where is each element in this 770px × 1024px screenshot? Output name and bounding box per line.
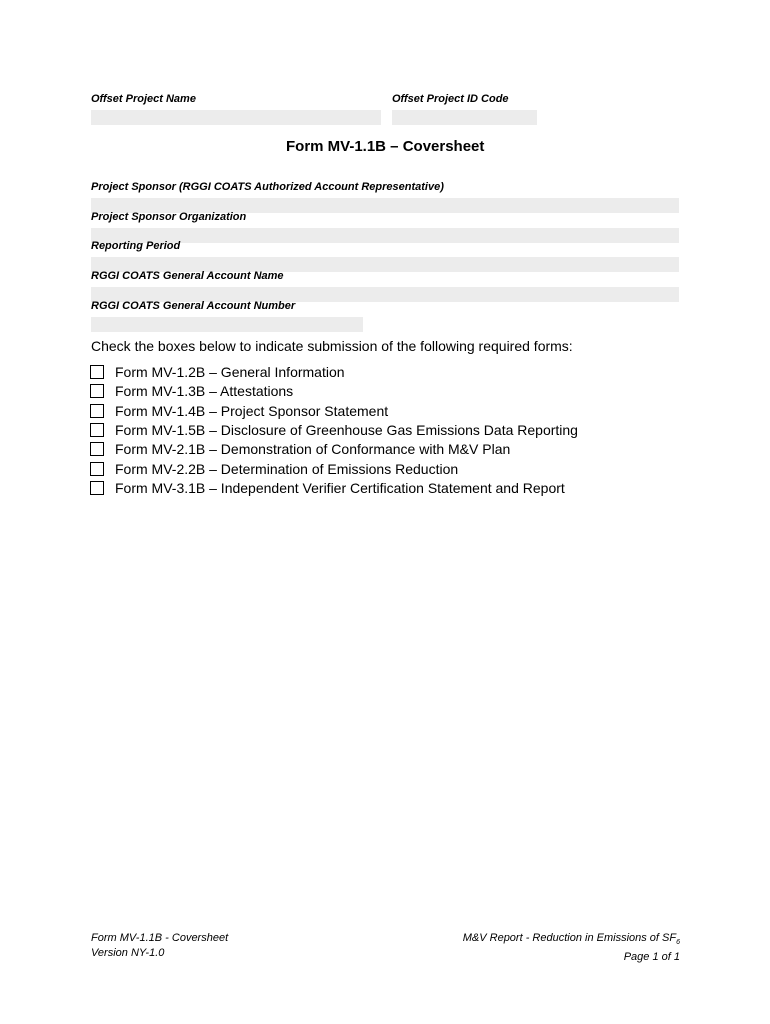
checklist-label: Form MV-1.3B – Attestations	[115, 382, 294, 399]
checkbox[interactable]	[90, 423, 104, 437]
checklist-item[interactable]	[90, 439, 510, 458]
checklist-label: Form MV-1.2B – General Information	[115, 363, 345, 380]
general-account-number-label: RGGI COATS General Account Number	[91, 300, 296, 312]
checklist-item[interactable]	[90, 381, 293, 400]
project-name-label: Offset Project Name	[91, 93, 196, 105]
instruction-text: Check the boxes below to indicate submission of the following required forms:	[91, 338, 573, 354]
checklist-label: Form MV-2.1B – Demonstration of Conformance with M&V Plan	[115, 440, 511, 457]
checkbox[interactable]	[90, 365, 104, 379]
footer-page-number: Page 1 of 1	[623, 951, 680, 964]
checkbox[interactable]	[90, 481, 104, 495]
footer-subscript: 6	[676, 939, 680, 947]
footer-left	[91, 931, 228, 961]
checkbox[interactable]	[90, 442, 104, 456]
checklist-label: Form MV-1.4B – Project Sponsor Statement	[115, 402, 389, 419]
checklist-item[interactable]	[90, 478, 565, 497]
footer-report-title	[463, 931, 680, 950]
footer-report-text: M&V Report - Reduction in Emissions of SF	[462, 932, 677, 944]
reporting-period-label: Reporting Period	[91, 240, 181, 252]
checklist-label: Form MV-3.1B – Independent Verifier Certification Statement and Report	[115, 479, 565, 496]
checklist-item[interactable]	[90, 401, 388, 420]
checklist-label: Form MV-1.5B – Disclosure of Greenhouse Gas Emissions Data Reporting	[115, 421, 578, 438]
checklist-item[interactable]	[90, 459, 458, 478]
checkbox[interactable]	[90, 462, 104, 476]
footer-version: Version NY-1.0	[91, 947, 165, 959]
checkbox[interactable]	[90, 404, 104, 418]
sponsor-organization-label: Project Sponsor Organization	[91, 211, 247, 223]
footer-right	[463, 931, 680, 965]
general-account-number-field[interactable]	[91, 317, 363, 332]
project-id-label: Offset Project ID Code	[392, 93, 509, 105]
project-sponsor-label: Project Sponsor (RGGI COATS Authorized Account Representative)	[91, 181, 444, 193]
form-title: Form MV-1.1B – Coversheet	[286, 138, 485, 155]
checklist-item[interactable]	[90, 362, 345, 381]
checklist-item[interactable]	[90, 420, 578, 439]
general-account-name-label: RGGI COATS General Account Name	[91, 270, 284, 282]
project-id-field[interactable]	[392, 110, 537, 125]
checklist-label: Form MV-2.2B – Determination of Emissions Reduction	[115, 460, 459, 477]
footer-form-name: Form MV-1.1B - Coversheet	[91, 932, 229, 944]
project-name-field[interactable]	[91, 110, 381, 125]
checkbox[interactable]	[90, 384, 104, 398]
